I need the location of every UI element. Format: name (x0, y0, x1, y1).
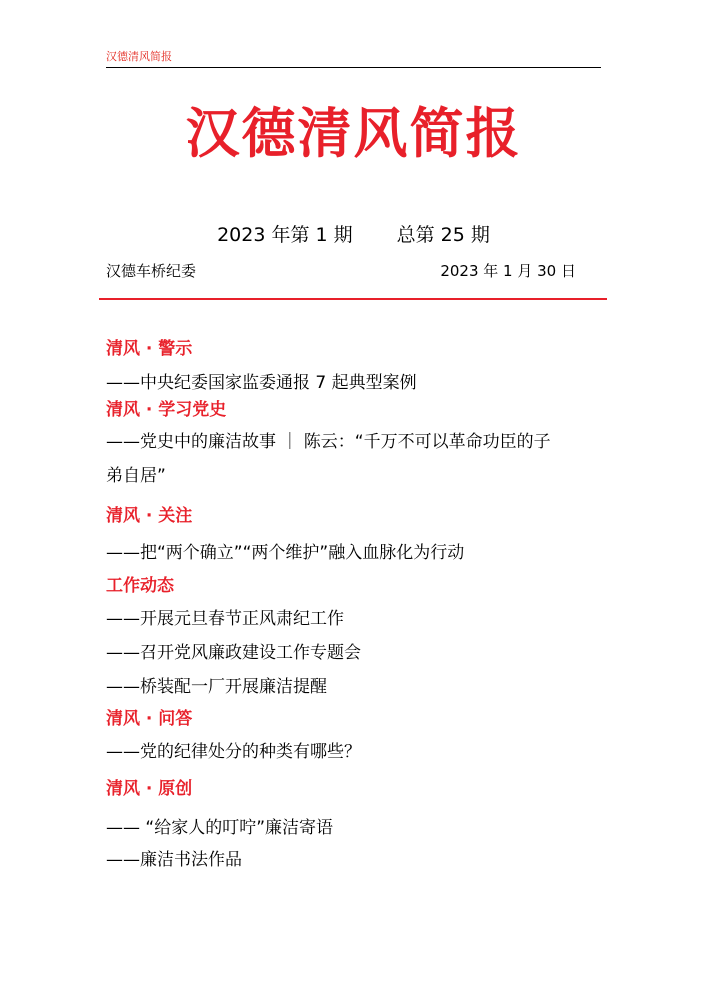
section-heading-party-history: 清风 · 学习党史 (106, 400, 227, 420)
toc-item: ——廉洁书法作品 (106, 850, 242, 870)
toc-item: ——桥装配一厂开展廉洁提醒 (106, 677, 327, 697)
running-header: 汉德清风简报 (106, 50, 601, 68)
section-heading-focus: 清风 · 关注 (106, 506, 193, 526)
toc-item: —— “给家人的叮咛”廉洁寄语 (106, 818, 334, 838)
toc-item: ——党的纪律处分的种类有哪些？ (106, 742, 361, 762)
red-divider (99, 298, 607, 300)
section-heading-warning: 清风 · 警示 (106, 339, 193, 359)
toc-item: ——党史中的廉洁故事 ｜ 陈云：“千万不可以革命功臣的子 (106, 432, 551, 452)
section-heading-qa: 清风 · 问答 (106, 709, 193, 729)
issue-line (0, 222, 707, 248)
toc-item: ——召开党风廉政建设工作专题会 (106, 643, 361, 663)
toc-item: ——中央纪委国家监委通报 7 起典型案例 (106, 373, 417, 393)
toc-item: ——开展元旦春节正风肃纪工作 (106, 609, 344, 629)
toc-item-continuation: 弟自居” (106, 466, 166, 486)
section-heading-work-updates: 工作动态 (106, 576, 174, 596)
section-heading-original: 清风 · 原创 (106, 779, 193, 799)
total-issue-number: 总第 25 期 (396, 224, 490, 246)
masthead-title: 汉德清风简报 (185, 102, 522, 165)
toc-item: ——把“两个确立”“两个维护”融入血脉化为行动 (106, 543, 465, 563)
organization: 汉德车桥纪委 (106, 262, 197, 280)
issue-number: 2023 年第 1 期 (217, 224, 353, 246)
publish-date: 2023 年 1 月 30 日 (440, 262, 576, 280)
